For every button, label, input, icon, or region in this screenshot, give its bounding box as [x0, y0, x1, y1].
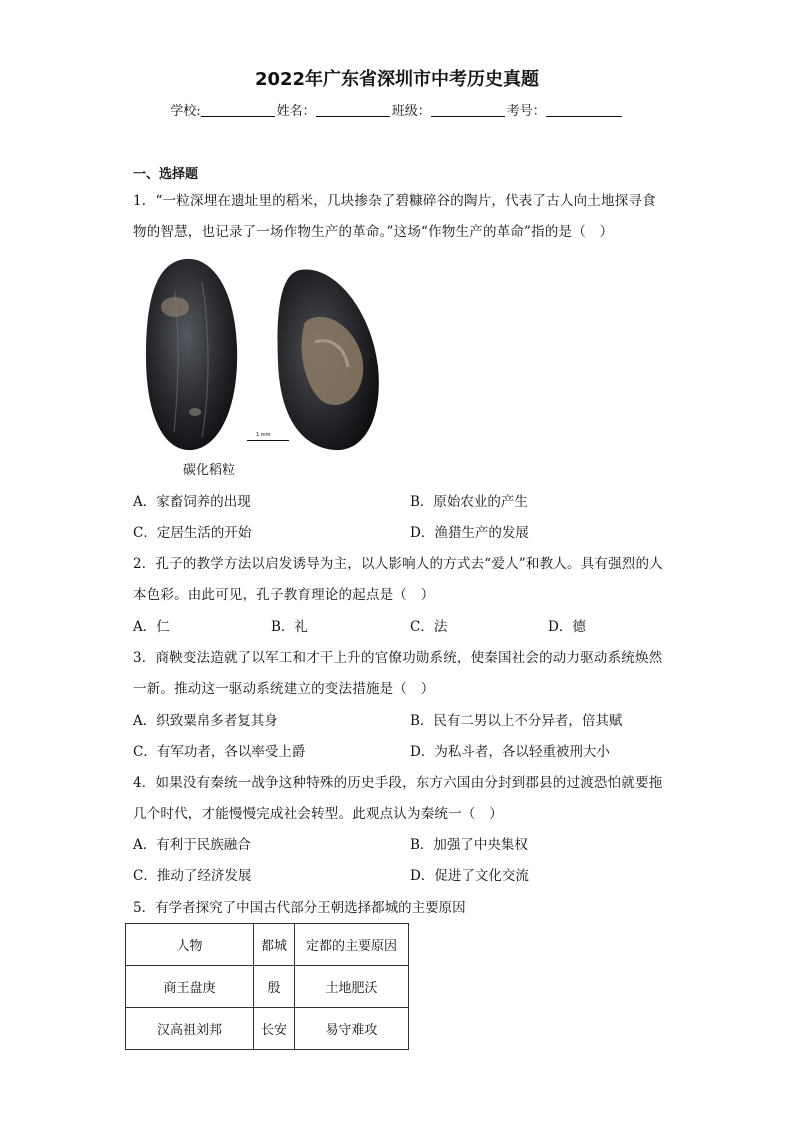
table-header: 都城: [254, 924, 295, 966]
q1-option-d[interactable]: D．渔猎生产的发展: [410, 525, 529, 541]
table-row: [126, 966, 409, 1008]
table-header-row: [126, 924, 409, 966]
section-title: 一、选择题: [133, 167, 199, 182]
q2-option-c[interactable]: C．法: [410, 619, 448, 635]
exam-no-label: 考号：: [506, 104, 546, 119]
carbonized-rice-image: [140, 252, 380, 452]
class-blank[interactable]: [431, 102, 505, 117]
table-cell: 易守难攻: [295, 1008, 409, 1050]
q4-option-c[interactable]: C．推动了经济发展: [133, 868, 252, 884]
q4-option-b[interactable]: B．加强了中央集权: [410, 837, 528, 853]
q2-option-a[interactable]: A．仁: [133, 619, 170, 635]
table-cell: 汉高祖刘邦: [126, 1008, 254, 1050]
q3-option-d[interactable]: D．为私斗者，各以轻重被刑大小: [410, 744, 610, 760]
table-cell: 土地肥沃: [295, 966, 409, 1008]
q4-option-a[interactable]: A．有利于民族融合: [133, 837, 251, 853]
exam-title: 2022年广东省深圳市中考历史真题: [254, 69, 540, 90]
table-row: [126, 1008, 409, 1050]
capital-table: [125, 923, 409, 1050]
q1-option-a[interactable]: A．家畜饲养的出现: [133, 494, 251, 510]
question-3-stem: 3．商鞅变法造就了以军工和才干上升的官僚功勋系统，使秦国社会的动力驱动系统焕然一新。推动这一驱动系统建立的变法措施是（ ）: [133, 650, 663, 697]
table-header: 定都的主要原因: [295, 924, 409, 966]
q3-option-c[interactable]: C．有军功者，各以率受上爵: [133, 744, 306, 760]
class-label: 班级：: [391, 104, 431, 119]
exam-no-blank[interactable]: [546, 102, 622, 117]
table-header: 人物: [126, 924, 254, 966]
q2-option-d[interactable]: D．德: [548, 619, 586, 635]
q2-option-b[interactable]: B．礼: [271, 619, 308, 635]
student-info-line: [0, 102, 794, 122]
q3-option-b[interactable]: B．民有二男以上不分异者，倍其赋: [410, 713, 623, 729]
school-label: 学校:: [170, 104, 201, 119]
school-blank[interactable]: [201, 102, 275, 117]
figure-caption: 碳化稻粒: [183, 463, 236, 478]
question-5-stem: 5．有学者探究了中国古代部分王朝选择都城的主要原因: [133, 900, 466, 916]
scale-bar: [247, 440, 289, 441]
q4-option-d[interactable]: D．促进了文化交流: [410, 868, 529, 884]
question-2-stem: 2．孔子的教学方法以启发诱导为主，以人影响人的方式去“爱人”和教人。具有强烈的人本色彩。由此可见，孔子教育理论的起点是（ ）: [133, 556, 663, 603]
question-4-stem: 4．如果没有秦统一战争这种特殊的历史手段，东方六国由分封到郡县的过渡恐怕就要拖几个时代，才能慢慢完成社会转型。此观点认为秦统一（ ）: [133, 775, 663, 822]
table-cell: 殷: [254, 966, 295, 1008]
scale-bar-label: 1 mm: [256, 432, 271, 438]
q1-option-b[interactable]: B．原始农业的产生: [410, 494, 528, 510]
question-1-stem: 1．“一粒深埋在遗址里的稻米，几块掺杂了碧糠碎谷的陶片，代表了古人向土地探寻食物的智慧，也记录了一场作物生产的革命。”这场“作物生产的革命”指的是（ ）: [133, 193, 656, 240]
table-cell: 长安: [254, 1008, 295, 1050]
q1-option-c[interactable]: C．定居生活的开始: [133, 525, 252, 541]
name-label: 姓名：: [276, 104, 316, 119]
name-blank[interactable]: [316, 102, 390, 117]
table-cell: 商王盘庚: [126, 966, 254, 1008]
q3-option-a[interactable]: A．织致粟帛多者复其身: [133, 713, 278, 729]
